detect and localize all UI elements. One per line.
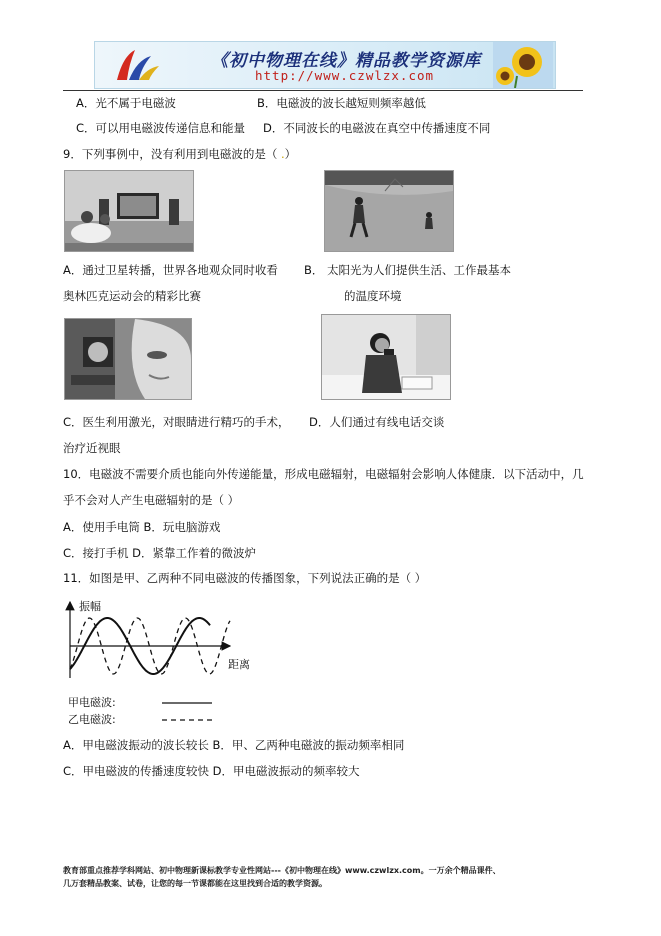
q10-stem-line1: 10．电磁波不需要介质也能向外传递能量，形成电磁辐射，电磁辐射会影响人体健康．以下活动中，几 [63, 467, 584, 481]
photo-satellite-tv [64, 170, 194, 252]
q11-option-ab: A．甲电磁波振动的波长较长 B．甲、乙两种电磁波的振动频率相同 [63, 738, 405, 752]
q9-option-a-line2: 奥林匹克运动会的精彩比赛 [63, 289, 201, 303]
header-banner [94, 41, 556, 89]
photo-sunlight-field [324, 170, 454, 252]
site-logo-icon [113, 46, 161, 84]
header-rule [63, 90, 583, 91]
q9-option-b-line1: B． 太阳光为人们提供生活、工作最基本 [304, 263, 512, 277]
q11-stem: 11．如图是甲、乙两种不同电磁波的传播图象，下列说法正确的是（ ） [63, 571, 427, 585]
q9-option-c-line2: 治疗近视眼 [63, 441, 121, 455]
sunflower-icon [493, 42, 553, 88]
q8-option-d: D．不同波长的电磁波在真空中传播速度不同 [263, 121, 491, 135]
photo-telephone-call [321, 314, 451, 400]
footer-line1: 教育部重点推荐学科网站、初中物理新课标教学专业性网站---《初中物理在线》www.czwlzx.com。一万余个精品课件、 [63, 866, 501, 875]
legend-jia-label: 甲电磁波: [68, 696, 116, 709]
x-axis-label: 距离 [228, 658, 250, 671]
q8-option-a: A．光不属于电磁波 [76, 96, 176, 110]
q9-stem: 9．下列事例中，没有利用到电磁波的是（ .） [63, 147, 297, 161]
q9-option-b-line2: 的温度环境 [344, 289, 402, 303]
photo-laser-eye-surgery [64, 318, 192, 400]
legend-yi-label: 乙电磁波: [68, 713, 116, 726]
footer-line2: 几万套精品教案、试卷，让您的每一节课都能在这里找到合适的教学资源。 [63, 879, 327, 888]
q9-option-c-line1: C．医生利用激光，对眼睛进行精巧的手术， [63, 415, 290, 429]
banner-title: 《初中物理在线》精品教学资源库 [211, 51, 481, 71]
q11-option-cd: C．甲电磁波的传播速度较快 D．甲电磁波振动的频率较大 [63, 764, 360, 778]
q9-option-a-line1: A．通过卫星转播，世界各地观众同时收看 [63, 263, 278, 277]
y-axis-label: 振幅 [79, 600, 101, 613]
q8-option-b: B．电磁波的波长越短则频率越低 [257, 96, 426, 110]
q9-stem-end: ） [284, 147, 297, 161]
q10-option-ab: A．使用手电筒 B．玩电脑游戏 [63, 520, 221, 534]
q10-stem-line2: 乎不会对人产生电磁辐射的是（ ） [63, 493, 240, 507]
q9-option-d: D．人们通过有线电话交谈 [309, 415, 445, 429]
banner-url[interactable]: http://www.czwlzx.com [255, 68, 435, 83]
q9-stem-text: 9．下列事例中，没有利用到电磁波的是（ [63, 147, 278, 161]
q10-option-cd: C．接打手机 D．紧靠工作着的微波炉 [63, 546, 257, 560]
q8-option-c: C．可以用电磁波传递信息和能量 [76, 121, 246, 135]
